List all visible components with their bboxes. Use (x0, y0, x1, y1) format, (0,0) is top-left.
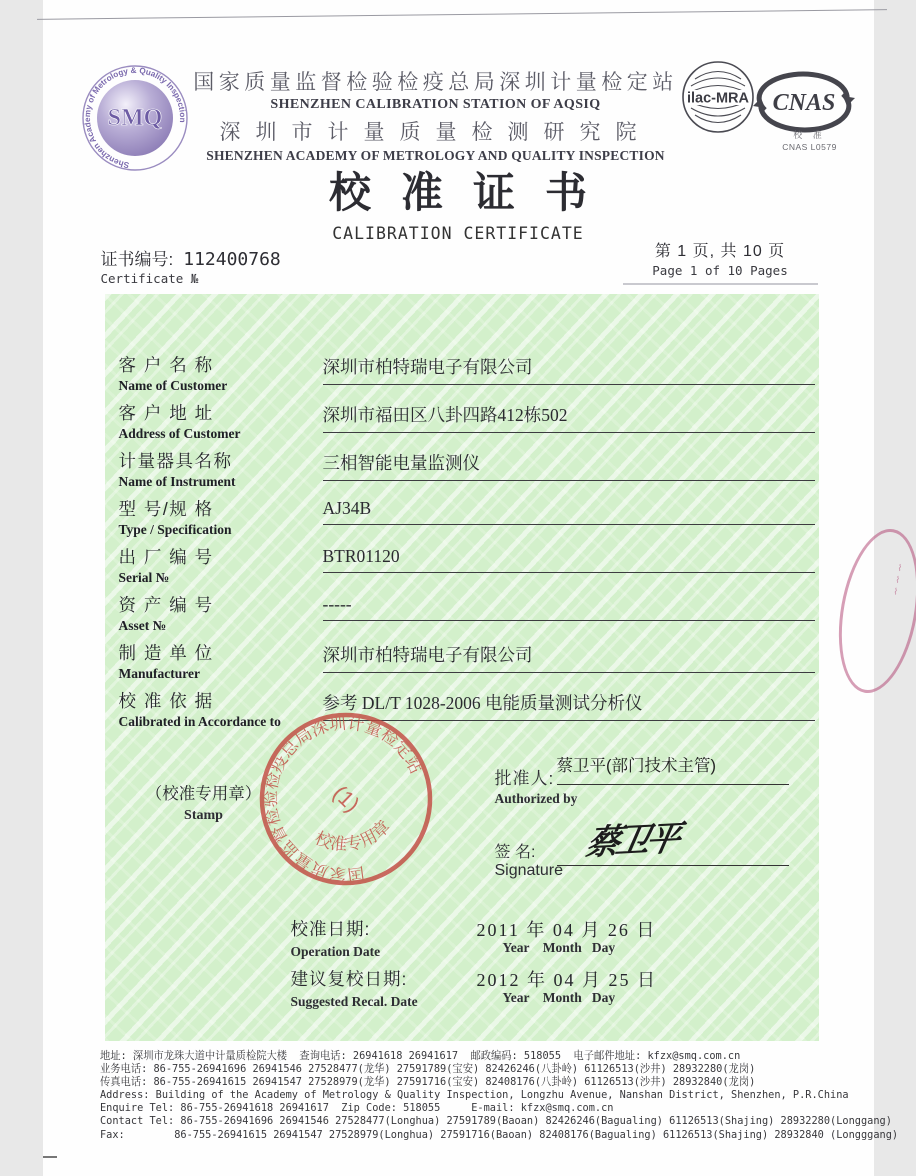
field-row-serial-number (105, 544, 819, 592)
field-value-manufacturer: 深圳市柏特瑞电子有限公司 (323, 642, 815, 673)
stamp-label-en: Stamp (184, 808, 223, 823)
signature-label-cn: 签 名: (494, 844, 536, 861)
stamp-label-cn: （校准专用章） (145, 785, 262, 803)
page-indicator-en: Page 1 of 10 Pages (623, 263, 818, 285)
authorized-value: 蔡卫平(部门技术主管) (557, 752, 789, 785)
handwritten-signature: 蔡卫平 (581, 818, 680, 864)
field-label-en: Manufacturer (118, 666, 200, 681)
footer-line-enquire-en: Enquire Tel: 86-755-26941618 26941617 Zip Code: 518055 E-mail: kfzx@smq.com.cn (99, 1102, 613, 1115)
cnas-accreditation-code (765, 128, 855, 152)
org-name-en-1: SHENZHEN CALIBRATION STATION OF AQSIQ (270, 97, 601, 112)
field-label-en: Type / Specification (118, 522, 232, 537)
field-value-instrument-name: 三相智能电量监测仪 (323, 450, 815, 481)
recal-date-value: 2012 年 04 月 25 日 (476, 970, 657, 990)
field-label-cn: 客 户 名 称 (118, 355, 214, 375)
header-org-titles (193, 66, 679, 164)
footer-line-contact-en: Contact Tel: 86-755-26941696 26941546 27528477(Longhua) 27591789(Baoan) 82426246(Bagualing) 61126513(Shajing) 28932280(Longgang) (99, 1115, 892, 1128)
stamp-ring-text: 国家质量监督检验检疫总局深圳计量检定站 (260, 713, 426, 885)
operation-date-value: 2011 年 04 月 26 日 (476, 920, 657, 940)
recal-date-row (291, 966, 811, 1010)
document-title (43, 160, 874, 243)
recal-date-label-en: Suggested Recal. Date (290, 994, 418, 1009)
footer-line-address-cn: 地址: 深圳市龙珠大道中计量质检院大楼 查询电话: 26941618 26941617 邮政编码: 518055 电子邮件地址: kfzx@smq.com.cn (99, 1050, 740, 1062)
scan-artifact-bottom-mark (43, 1156, 57, 1158)
certificate-number-label-cn: 证书编号: (100, 250, 174, 269)
certificate-number-label-en: Certificate № (100, 271, 199, 286)
field-label-en: Name of Customer (118, 378, 228, 393)
calibration-stamp (253, 706, 439, 892)
calibration-certificate-page (43, 0, 906, 1176)
footer-line-fax-en: Fax: 86-755-26941615 26941547 27528979(Longhua) 27591716(Baoan) 82408176(Bagualing) 61126513(Shajing) 28932840 (Longggang) (99, 1128, 898, 1141)
field-value-calibration-basis: 参考 DL/T 1028-2006 电能质量测试分析仪 (323, 690, 815, 721)
field-row-manufacturer (105, 640, 819, 688)
field-label-cn: 出 厂 编 号 (118, 547, 214, 567)
signature-line (557, 809, 789, 866)
page-indicator-cn: 第 1 页, 共 10 页 (654, 243, 786, 260)
footer-line-tel-cn: 业务电话: 86-755-26941696 26941546 27528477(龙华) 27591789(宝安) 82426246(八卦岭) 61126513(沙井) 28932280(龙岗) (99, 1063, 755, 1076)
cnas-label: CNAS (772, 90, 835, 116)
field-label-cn: 制 造 单 位 (118, 643, 214, 663)
field-label-en: Address of Customer (118, 426, 241, 441)
authorized-label-en: Authorized by (494, 791, 578, 806)
stamp-inner-text: 校准专用章 (311, 816, 394, 855)
authorized-label-cn: 批准人: (494, 769, 555, 788)
field-label-en: Serial № (118, 570, 170, 585)
scan-artifact-top-line (37, 9, 887, 20)
cnas-sub-cn: 校 准 (793, 130, 826, 140)
field-row-customer-name (105, 352, 819, 400)
certificate-number-block (101, 245, 281, 286)
field-row-asset-number (105, 592, 819, 640)
page-indicator-block (623, 238, 818, 285)
cnas-sub-code: CNAS L0579 (782, 142, 837, 152)
document-title-cn: 校准证书 (328, 169, 617, 216)
certificate-number-value: 112400768 (183, 249, 281, 270)
field-label-cn: 型 号/规 格 (118, 499, 214, 519)
field-row-instrument-name (105, 448, 819, 496)
edge-partial-stamp-marks: ⌇⌇⌇ (889, 563, 906, 601)
recal-date-units: Year Month Day (502, 990, 616, 1005)
operation-date-units: Year Month Day (502, 940, 616, 955)
org-name-cn-2: 深圳市计量质量检测研究院 (219, 121, 652, 144)
field-label-en: Asset № (118, 618, 167, 633)
operation-date-row (291, 916, 811, 960)
field-label-cn: 资 产 编 号 (118, 595, 214, 615)
field-value-asset-number: ----- (323, 594, 815, 621)
org-name-en-2: SHENZHEN ACADEMY OF METROLOGY AND QUALITY INSPECTION (206, 148, 665, 163)
operation-date-label-cn: 校准日期: (290, 919, 371, 939)
edge-partial-stamp (827, 523, 916, 700)
recal-date-label-cn: 建议复校日期: (290, 969, 408, 989)
footer-contact-block (99, 1050, 898, 1142)
field-row-type-specification (105, 496, 819, 544)
signature-label-en: Signature (494, 862, 563, 879)
certificate-body-panel (105, 294, 819, 1041)
field-row-customer-address (105, 400, 819, 448)
org-name-cn-1: 国家质量监督检验检疫总局深圳计量检定站 (193, 71, 678, 94)
field-label-en: Name of Instrument (118, 474, 236, 489)
field-row-calibration-basis (105, 688, 819, 736)
signature-block (494, 818, 815, 880)
ilac-mra-label: ilac-MRA (686, 90, 749, 107)
field-value-serial-number: BTR01120 (323, 546, 815, 573)
document-title-en: CALIBRATION CERTIFICATE (332, 224, 584, 243)
footer-line-address-en: Address: Building of the Academy of Metrology & Quality Inspection, Longzhu Avenue, Nanshan District, Shenzhen, P.R.China (99, 1089, 849, 1102)
cnas-logo (751, 72, 857, 132)
smq-logo (81, 64, 189, 172)
field-label-cn: 校 准 依 据 (118, 691, 214, 711)
smq-logo-text: SMQ (107, 105, 162, 131)
field-value-customer-address: 深圳市福田区八卦四路412栋502 (323, 402, 815, 433)
ilac-mra-logo (681, 60, 755, 134)
smq-logo-ring-text: Shenzhen Academy of Metrology & Quality Inspection (82, 65, 187, 170)
field-label-cn: 客 户 地 址 (118, 403, 214, 423)
field-label-en: Calibrated in Accordance to (118, 714, 281, 729)
footer-line-fax-cn: 传真电话: 86-755-26941615 26941547 27528979(龙华) 27591716(宝安) 82408176(八卦岭) 61126513(沙井) 28932840(龙岗) (99, 1076, 755, 1089)
authorized-by-block (494, 757, 815, 807)
stamp-center-text: (1) (327, 780, 365, 817)
field-value-type-specification: AJ34B (323, 498, 815, 525)
field-label-cn: 计量器具名称 (118, 451, 233, 471)
operation-date-label-en: Operation Date (290, 944, 381, 959)
field-value-customer-name: 深圳市柏特瑞电子有限公司 (323, 354, 815, 385)
